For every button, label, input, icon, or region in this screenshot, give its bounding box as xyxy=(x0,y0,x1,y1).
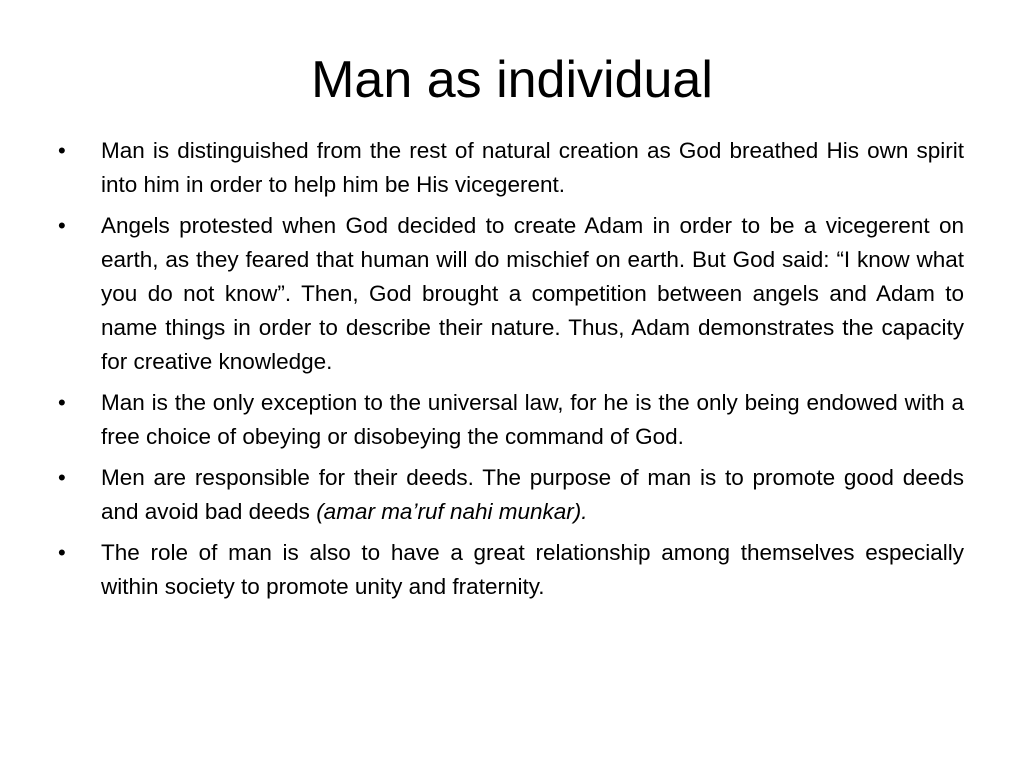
bullet-icon: • xyxy=(58,465,66,490)
bullet-icon: • xyxy=(58,138,66,163)
bullet-text-italic: (amar ma’ruf nahi munkar). xyxy=(316,499,588,524)
bullet-icon: • xyxy=(58,213,66,238)
slide-title: Man as individual xyxy=(311,51,713,109)
bullet-item xyxy=(58,134,964,202)
bullet-item xyxy=(58,209,964,379)
bullet-text: Man is the only exception to the universal law, for he is the only being endowed with a free choice of obeying or disobeying the command of God. xyxy=(101,390,964,449)
bullet-text xyxy=(101,465,964,524)
bullet-icon: • xyxy=(58,540,66,565)
bullet-text: The role of man is also to have a great relationship among themselves especially within society to promote unity and fraternity. xyxy=(101,540,964,599)
bullet-list xyxy=(58,134,964,611)
bullet-text-plain: Men are responsible for their deeds. The purpose of man is to promote good deeds and avoid bad deeds xyxy=(101,465,964,524)
bullet-text: Man is distinguished from the rest of natural creation as God breathed His own spirit into him in order to help him be His vicegerent. xyxy=(101,138,964,197)
bullet-text: Angels protested when God decided to create Adam in order to be a vicegerent on earth, as they feared that human will do mischief on earth. But God said: “I know what you do not know”. Then, God brought a competition between angels and Adam to name things in order to describe their nature. Thus, Adam demonstrates the capacity for creative knowledge. xyxy=(101,213,964,374)
bullet-item xyxy=(58,536,964,604)
bullet-item xyxy=(58,386,964,454)
bullet-icon: • xyxy=(58,390,66,415)
bullet-item xyxy=(58,461,964,529)
